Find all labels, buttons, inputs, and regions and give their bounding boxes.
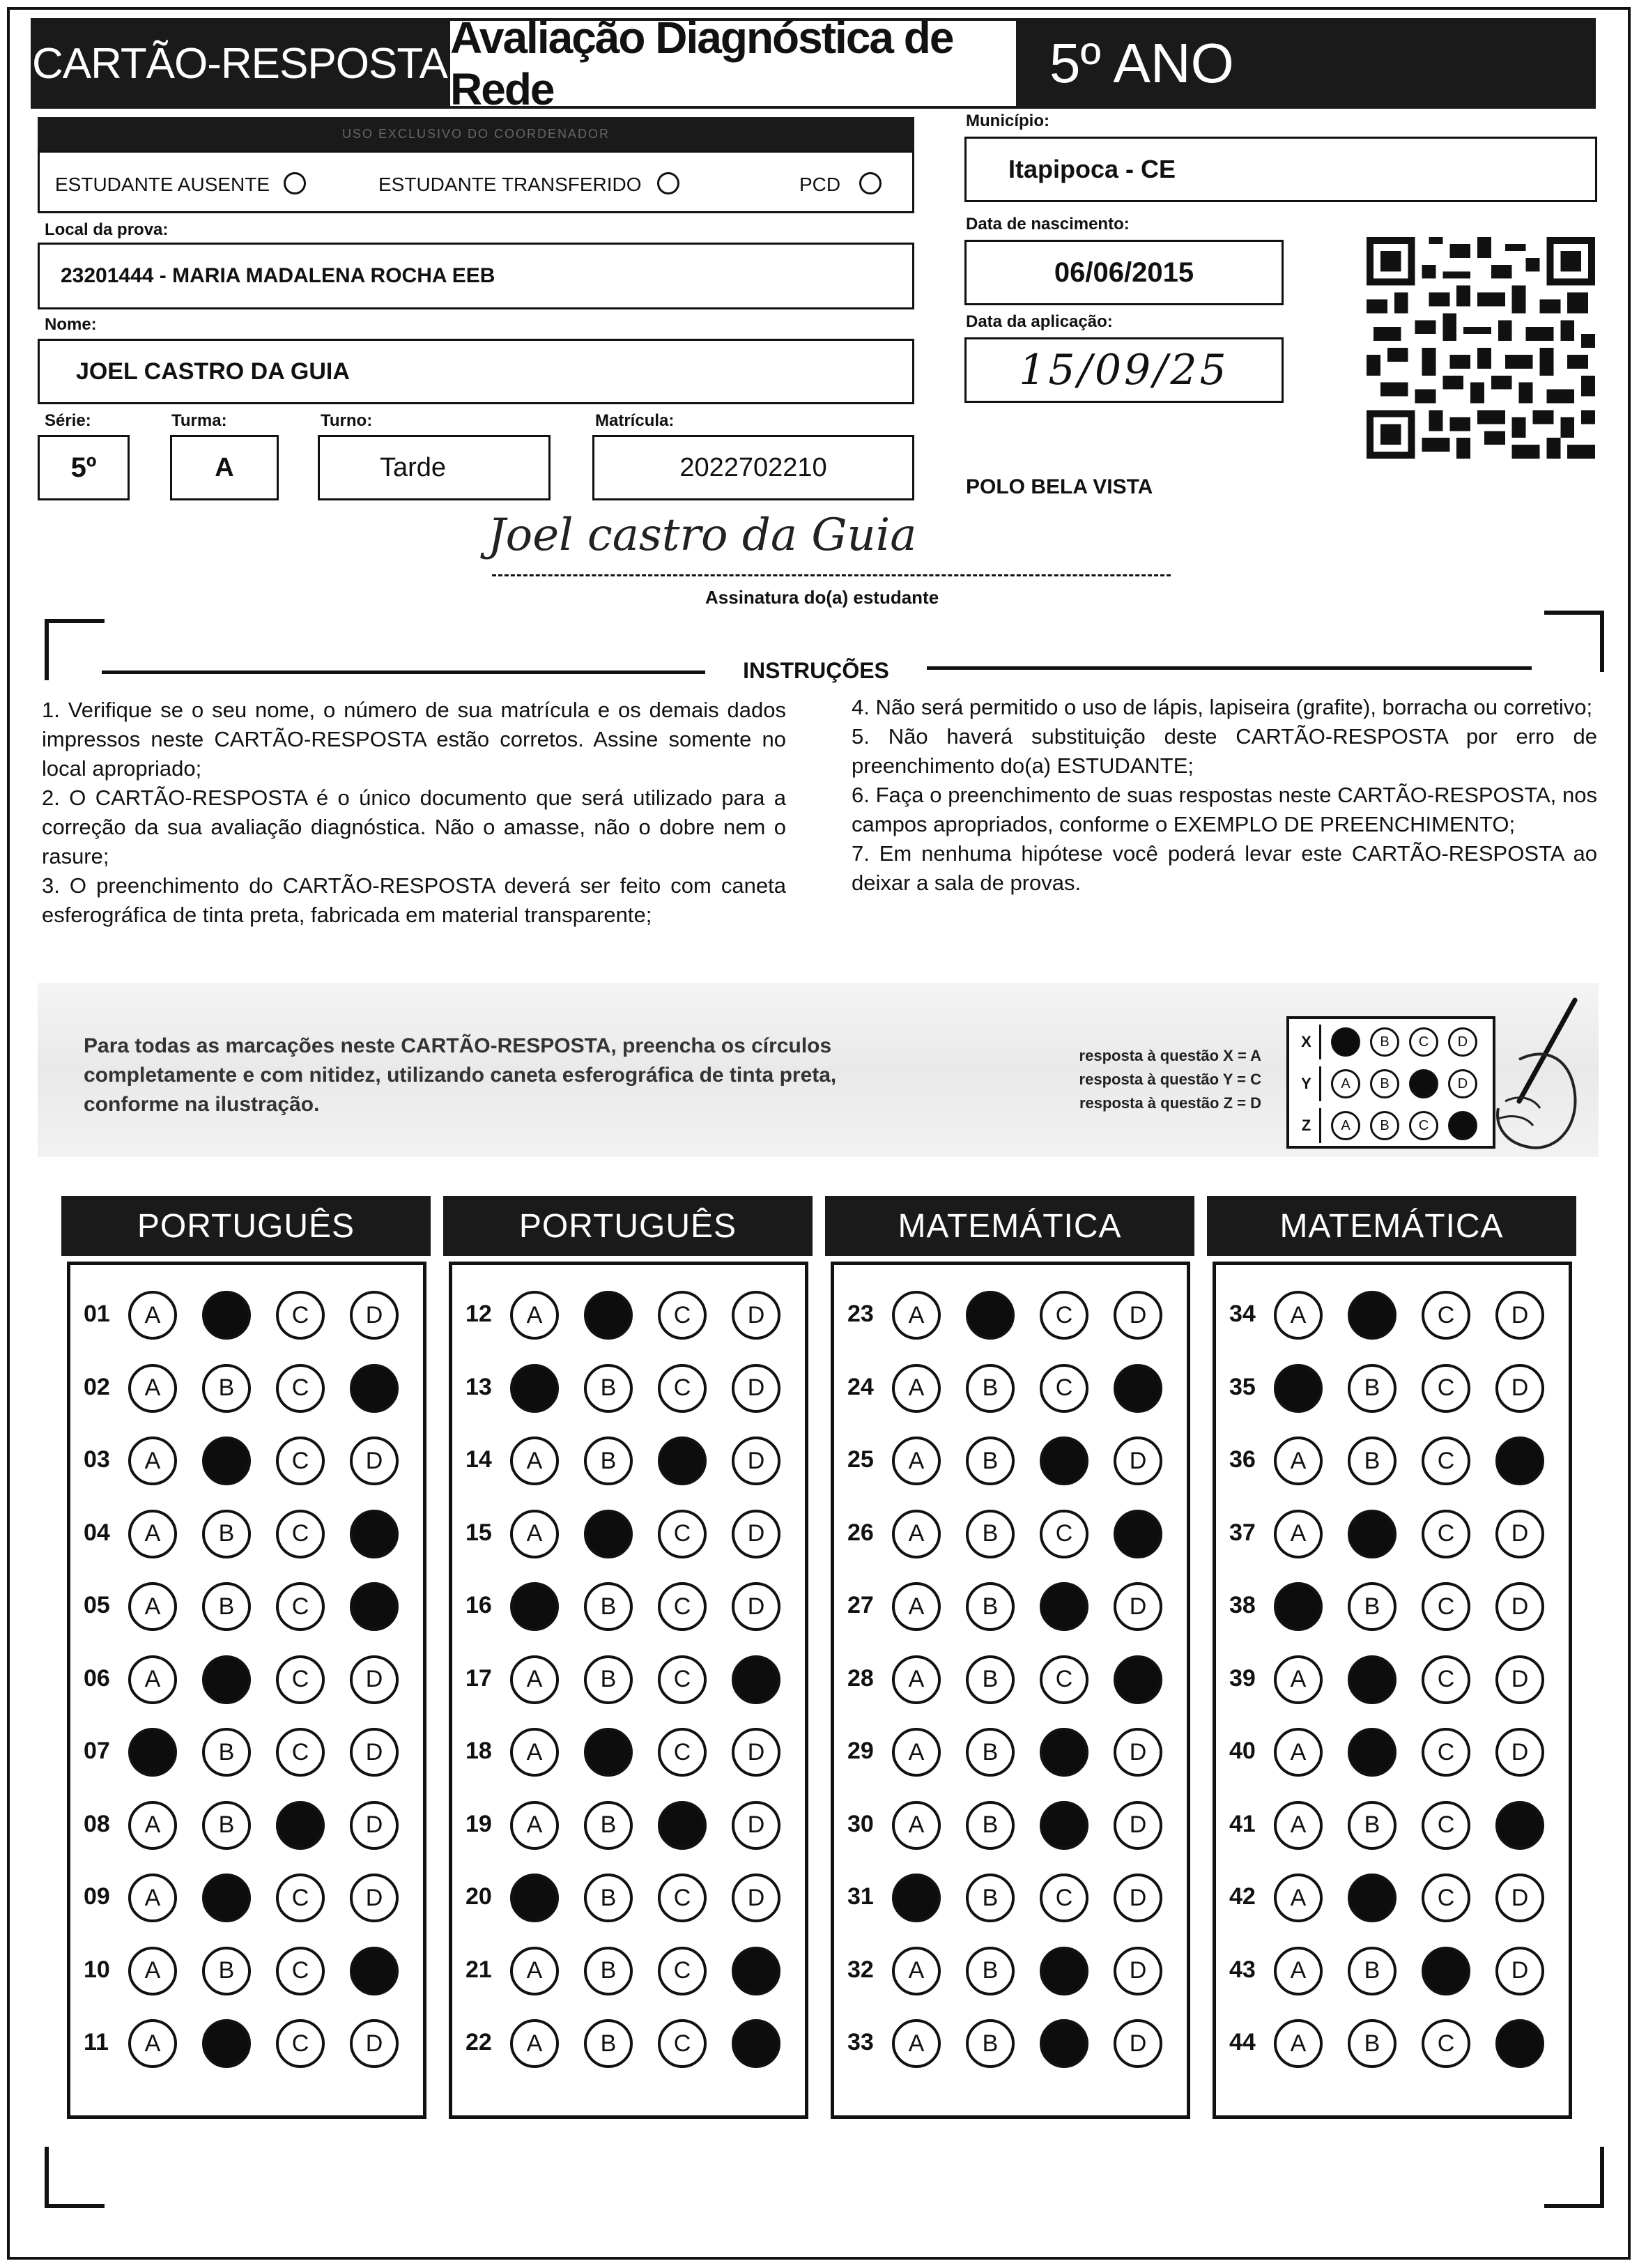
answer-bubble[interactable]: A xyxy=(128,1510,177,1558)
answer-bubble[interactable]: A xyxy=(1274,1582,1323,1631)
local-field: 23201444 - MARIA MADALENA ROCHA EEB xyxy=(38,243,914,309)
answer-bubble[interactable]: A xyxy=(1274,1874,1323,1922)
answer-bubble[interactable]: B xyxy=(966,1436,1015,1485)
answer-bubble[interactable]: B xyxy=(202,2019,251,2068)
transferred-checkbox[interactable] xyxy=(657,172,679,194)
answer-bubble[interactable]: A xyxy=(1274,1291,1323,1340)
answer-bubble[interactable]: B xyxy=(1348,1874,1396,1922)
answer-bubble[interactable]: C xyxy=(1040,1436,1088,1485)
answer-bubble[interactable]: B xyxy=(584,1801,633,1850)
question-number: 15 xyxy=(465,1519,492,1546)
answer-bubble[interactable]: B xyxy=(584,2019,633,2068)
question-number: 42 xyxy=(1229,1883,1256,1910)
answer-bubble[interactable]: D xyxy=(732,1510,780,1558)
question-number: 41 xyxy=(1229,1810,1256,1837)
answer-bubble[interactable]: B xyxy=(584,1947,633,1995)
answer-bubble[interactable]: C xyxy=(276,1582,325,1631)
answer-bubble[interactable]: D xyxy=(1495,1510,1544,1558)
answer-bubble[interactable]: D xyxy=(1495,1291,1544,1340)
answer-bubble[interactable]: A xyxy=(128,1947,177,1995)
question-number: 40 xyxy=(1229,1738,1256,1764)
answer-bubble[interactable]: C xyxy=(1040,1582,1088,1631)
corner-mark-top-left xyxy=(45,619,105,680)
question-number: 17 xyxy=(465,1664,492,1692)
answer-bubble[interactable]: C xyxy=(658,1655,707,1704)
answer-bubble[interactable]: C xyxy=(1422,1947,1470,1995)
example-answer-x: resposta à questão X = A xyxy=(1079,1047,1261,1064)
answer-bubble[interactable]: B xyxy=(1348,1510,1396,1558)
header-card-title: CARTÃO-RESPOSTA xyxy=(32,39,447,88)
instructions-left: 1. Verifique se o seu nome, o número de sua matrícula e os demais dados impressos neste CARTÃO-RESPOSTA estão corretos. Assine somente no local apropriado; 2. O CARTÃO-RESPOSTA é o único documento que será utilizado para a correção da sua avaliação diagnóstica. Não o amasse, não o dobre nem o rasure; 3. O preenchimento do CARTÃO-RESPOSTA deverá ser feito com caneta esferográfica de tinta preta, fabricada em material transparente; xyxy=(42,698,786,927)
example-bubble: D xyxy=(1448,1069,1477,1098)
answer-bubble[interactable]: A xyxy=(128,1364,177,1413)
corner-mark-bottom-right xyxy=(1544,2147,1604,2208)
question-number: 12 xyxy=(465,1301,492,1327)
turma-label: Turma: xyxy=(171,411,227,430)
example-bubble: A xyxy=(1331,1111,1360,1140)
answer-bubble[interactable]: D xyxy=(350,1364,399,1413)
answer-bubble[interactable]: C xyxy=(658,1801,707,1850)
example-bubble: D xyxy=(1448,1111,1477,1140)
answer-bubble[interactable]: C xyxy=(1040,1364,1088,1413)
answer-bubble[interactable]: B xyxy=(966,1510,1015,1558)
answer-bubble[interactable]: A xyxy=(892,1874,941,1922)
turno-label: Turno: xyxy=(321,411,373,430)
question-number: 21 xyxy=(465,1956,492,1983)
answer-bubble[interactable]: C xyxy=(1040,1801,1088,1850)
instructions-title: INSTRUÇÕES xyxy=(743,658,889,683)
answer-bubble[interactable]: A xyxy=(1274,1655,1323,1704)
answer-bubble[interactable]: D xyxy=(1114,1510,1162,1558)
answer-bubble[interactable]: A xyxy=(1274,2019,1323,2068)
example-row-label: Z xyxy=(1293,1108,1321,1143)
answer-bubble[interactable]: D xyxy=(1114,1947,1162,1995)
serie-field: 5º xyxy=(38,435,130,500)
answer-bubble[interactable]: A xyxy=(892,2019,941,2068)
answer-bubble[interactable]: C xyxy=(276,1947,325,1995)
answer-bubble[interactable]: D xyxy=(350,1801,399,1850)
question-number: 10 xyxy=(84,1956,110,1983)
answer-bubble[interactable]: A xyxy=(892,1364,941,1413)
answer-bubble[interactable]: D xyxy=(1114,1291,1162,1340)
answer-bubble[interactable]: D xyxy=(1114,1655,1162,1704)
question-number: 27 xyxy=(847,1592,874,1618)
nome-label: Nome: xyxy=(45,315,97,334)
answer-bubble[interactable]: D xyxy=(732,1582,780,1631)
answer-bubble[interactable]: B xyxy=(202,1947,251,1995)
answer-bubble[interactable]: A xyxy=(128,1436,177,1485)
answer-bubble[interactable]: D xyxy=(1495,2019,1544,2068)
answer-bubble[interactable]: C xyxy=(1422,1436,1470,1485)
instructions-right: 4. Não será permitido o uso de lápis, lapiseira (grafite), borracha ou corretivo; 5. Não haverá substituição deste CARTÃO-RESPOSTA por erro de preenchimento do(a) ESTUDANTE; 6. Faça o preenchimento de suas respostas neste CARTÃO-RESPOSTA, nos campos apropriados, conforme o EXEMPLO DE PREENCHIMENTO; 7. Em nenhuma hipótese você poderá levar este CARTÃO-RESPOSTA ao deixar a sala de provas. xyxy=(852,695,1597,895)
signature: Joel castro da Guia xyxy=(488,509,917,561)
aplicacao-field: 15/09/25 xyxy=(964,337,1284,403)
example-grid xyxy=(1286,1016,1495,1149)
answer-bubble[interactable]: B xyxy=(202,1436,251,1485)
answer-bubble[interactable]: D xyxy=(350,1510,399,1558)
answer-bubble[interactable]: B xyxy=(584,1874,633,1922)
answer-bubble[interactable]: D xyxy=(350,1436,399,1485)
answer-bubble[interactable]: C xyxy=(658,1582,707,1631)
answer-bubble[interactable]: A xyxy=(1274,1801,1323,1850)
answer-bubble[interactable]: D xyxy=(1114,1801,1162,1850)
answer-bubble[interactable]: C xyxy=(1422,1728,1470,1777)
answer-bubble[interactable]: B xyxy=(202,1364,251,1413)
answer-bubble[interactable]: B xyxy=(1348,1582,1396,1631)
answer-bubble[interactable]: C xyxy=(276,1291,325,1340)
answer-bubble[interactable]: A xyxy=(510,1874,559,1922)
question-number: 26 xyxy=(847,1519,874,1546)
question-number: 09 xyxy=(84,1883,110,1910)
absent-checkbox[interactable] xyxy=(284,172,306,194)
answer-bubble[interactable]: D xyxy=(1114,1582,1162,1631)
nascimento-label: Data de nascimento: xyxy=(966,215,1130,233)
question-number: 34 xyxy=(1229,1301,1256,1327)
matricula-field: 2022702210 xyxy=(592,435,914,500)
answer-bubble[interactable]: B xyxy=(966,1947,1015,1995)
answer-bubble[interactable]: B xyxy=(202,1728,251,1777)
question-number: 07 xyxy=(84,1738,110,1764)
answer-bubble[interactable]: C xyxy=(276,1874,325,1922)
answer-bubble[interactable]: C xyxy=(276,1364,325,1413)
turma-field: A xyxy=(170,435,279,500)
answer-bubble[interactable]: A xyxy=(128,1801,177,1850)
corner-mark-top-right xyxy=(1544,611,1604,672)
answer-bubble[interactable]: B xyxy=(966,2019,1015,2068)
answer-bubble[interactable]: B xyxy=(584,1728,633,1777)
question-number: 37 xyxy=(1229,1519,1256,1546)
answer-bubble[interactable]: A xyxy=(510,1436,559,1485)
answer-bubble[interactable]: C xyxy=(1040,2019,1088,2068)
answer-bubble[interactable]: A xyxy=(510,1364,559,1413)
answer-bubble[interactable]: D xyxy=(732,1801,780,1850)
example-bubble: C xyxy=(1409,1111,1438,1140)
question-number: 18 xyxy=(465,1738,492,1764)
question-number: 08 xyxy=(84,1810,110,1837)
answer-bubble[interactable]: C xyxy=(1422,1291,1470,1340)
answer-bubble[interactable]: A xyxy=(1274,1947,1323,1995)
answer-bubble[interactable]: A xyxy=(892,1510,941,1558)
answer-bubble[interactable]: A xyxy=(128,1728,177,1777)
answer-bubble[interactable]: A xyxy=(510,1801,559,1850)
municipio-label: Município: xyxy=(966,112,1049,130)
local-label: Local da prova: xyxy=(45,220,169,239)
answer-bubble[interactable]: D xyxy=(1114,1874,1162,1922)
answer-bubble[interactable]: D xyxy=(350,1582,399,1631)
answer-bubble[interactable]: A xyxy=(1274,1364,1323,1413)
question-number: 02 xyxy=(84,1373,110,1400)
answer-bubble[interactable]: D xyxy=(350,1728,399,1777)
answer-bubble[interactable]: A xyxy=(1274,1728,1323,1777)
question-number: 35 xyxy=(1229,1373,1256,1400)
question-number: 30 xyxy=(847,1810,874,1837)
answer-bubble[interactable]: B xyxy=(1348,1655,1396,1704)
answer-bubble[interactable]: B xyxy=(1348,1436,1396,1485)
header-exam-title: Avaliação Diagnóstica de Rede xyxy=(450,21,1016,106)
answer-bubble[interactable]: C xyxy=(276,1436,325,1485)
answer-bubble[interactable]: D xyxy=(732,1947,780,1995)
answer-bubble[interactable]: D xyxy=(1495,1364,1544,1413)
answer-bubble[interactable]: D xyxy=(1495,1801,1544,1850)
answer-bubble[interactable]: B xyxy=(966,1874,1015,1922)
subject-header: MATEMÁTICA xyxy=(825,1196,1194,1256)
answer-bubble[interactable]: A xyxy=(1274,1436,1323,1485)
answer-bubble[interactable]: D xyxy=(732,1436,780,1485)
answer-bubble[interactable]: A xyxy=(892,1436,941,1485)
subject-header: PORTUGUÊS xyxy=(61,1196,431,1256)
example-bubble: B xyxy=(1370,1111,1399,1140)
question-number: 22 xyxy=(465,2029,492,2055)
example-bubble: B xyxy=(1370,1027,1399,1057)
answer-bubble[interactable]: D xyxy=(350,1655,399,1704)
answer-bubble[interactable]: D xyxy=(1495,1874,1544,1922)
qr-code xyxy=(1366,237,1596,459)
turno-field: Tarde xyxy=(318,435,551,500)
nascimento-field: 06/06/2015 xyxy=(964,240,1284,305)
answer-bubble[interactable]: A xyxy=(892,1655,941,1704)
municipio-field: Itapipoca - CE xyxy=(964,137,1597,202)
answer-bubble[interactable]: D xyxy=(1114,1364,1162,1413)
answer-bubble[interactable]: B xyxy=(202,1291,251,1340)
answer-bubble[interactable]: A xyxy=(510,1947,559,1995)
question-number: 19 xyxy=(465,1810,492,1837)
answer-bubble[interactable]: A xyxy=(510,1728,559,1777)
example-answer-y: resposta à questão Y = C xyxy=(1079,1071,1261,1088)
answer-bubble[interactable]: B xyxy=(584,1291,633,1340)
answer-bubble[interactable]: C xyxy=(1422,1655,1470,1704)
answer-bubble[interactable]: C xyxy=(276,1728,325,1777)
question-number: 36 xyxy=(1229,1446,1256,1473)
question-number: 28 xyxy=(847,1664,874,1692)
absent-label: ESTUDANTE AUSENTE xyxy=(55,174,270,195)
answer-bubble[interactable]: A xyxy=(510,1291,559,1340)
question-number: 20 xyxy=(465,1883,492,1910)
question-number: 24 xyxy=(847,1373,874,1400)
question-number: 05 xyxy=(84,1592,110,1618)
answer-bubble[interactable]: B xyxy=(202,1874,251,1922)
answer-bubble[interactable]: B xyxy=(1348,1947,1396,1995)
answer-bubble[interactable]: B xyxy=(966,1655,1015,1704)
answer-bubble[interactable]: C xyxy=(1422,2019,1470,2068)
answer-bubble[interactable]: A xyxy=(892,1291,941,1340)
question-number: 23 xyxy=(847,1301,874,1327)
subject-header: PORTUGUÊS xyxy=(443,1196,813,1256)
answer-bubble[interactable]: D xyxy=(1114,2019,1162,2068)
answer-bubble[interactable]: C xyxy=(1040,1728,1088,1777)
example-bubble: B xyxy=(1370,1069,1399,1098)
example-bubble: A xyxy=(1331,1069,1360,1098)
answer-bubble[interactable]: B xyxy=(584,1436,633,1485)
answer-bubble[interactable]: B xyxy=(584,1510,633,1558)
example-bubble: C xyxy=(1409,1069,1438,1098)
answer-bubble[interactable]: B xyxy=(966,1728,1015,1777)
example-answers xyxy=(1031,1044,1261,1115)
answer-bubble[interactable]: A xyxy=(510,1655,559,1704)
answer-bubble[interactable]: A xyxy=(128,1291,177,1340)
answer-bubble[interactable]: C xyxy=(276,1801,325,1850)
question-number: 16 xyxy=(465,1592,492,1618)
question-number: 04 xyxy=(84,1519,110,1546)
answer-bubble[interactable]: C xyxy=(1040,1655,1088,1704)
answer-bubble[interactable]: C xyxy=(658,1874,707,1922)
answer-bubble[interactable]: B xyxy=(202,1655,251,1704)
aplicacao-label: Data da aplicação: xyxy=(966,312,1113,331)
answer-bubble[interactable]: C xyxy=(1422,1364,1470,1413)
question-number: 11 xyxy=(84,2029,109,2055)
answer-bubble[interactable]: C xyxy=(276,1510,325,1558)
answer-bubble[interactable]: D xyxy=(1495,1655,1544,1704)
answer-bubble[interactable]: D xyxy=(732,1291,780,1340)
example-row-label: Y xyxy=(1293,1066,1321,1101)
answer-bubble[interactable]: B xyxy=(584,1364,633,1413)
answer-bubble[interactable]: C xyxy=(1040,1291,1088,1340)
answer-bubble[interactable]: D xyxy=(1495,1947,1544,1995)
signature-line xyxy=(492,574,1171,576)
answer-bubble[interactable]: B xyxy=(202,1582,251,1631)
answer-bubble[interactable]: A xyxy=(510,1582,559,1631)
answer-bubble[interactable]: C xyxy=(658,1947,707,1995)
example-text: Para todas as marcações neste CARTÃO-RESPOSTA, preencha os círculos completamente e com nitidez, utilizando caneta esferográfica de tinta preta, conforme na ilustração. xyxy=(84,1034,837,1116)
question-number: 32 xyxy=(847,1956,874,1983)
pcd-label: PCD xyxy=(799,174,841,195)
example-bubble: A xyxy=(1331,1027,1360,1057)
answer-bubble[interactable]: B xyxy=(1348,1291,1396,1340)
answer-bubble[interactable]: B xyxy=(1348,1728,1396,1777)
coordinator-box xyxy=(38,151,914,213)
answer-bubble[interactable]: A xyxy=(892,1801,941,1850)
corner-mark-bottom-left xyxy=(45,2147,105,2208)
answer-bubble[interactable]: B xyxy=(584,1582,633,1631)
example-answer-z: resposta à questão Z = D xyxy=(1079,1094,1261,1112)
nome-field: JOEL CASTRO DA GUIA xyxy=(38,339,914,404)
answer-bubble[interactable]: D xyxy=(1114,1728,1162,1777)
signature-caption: Assinatura do(a) estudante xyxy=(705,587,939,608)
answer-bubble[interactable]: A xyxy=(892,1947,941,1995)
answer-bubble[interactable]: A xyxy=(128,1655,177,1704)
answer-bubble[interactable]: D xyxy=(350,1874,399,1922)
answer-bubble[interactable]: D xyxy=(732,2019,780,2068)
answer-bubble[interactable]: C xyxy=(658,2019,707,2068)
answer-bubble[interactable]: D xyxy=(1495,1582,1544,1631)
answer-bubble[interactable]: A xyxy=(510,1510,559,1558)
answer-bubble[interactable]: B xyxy=(1348,2019,1396,2068)
answer-bubble[interactable]: B xyxy=(966,1291,1015,1340)
answer-bubble[interactable]: C xyxy=(658,1510,707,1558)
question-number: 03 xyxy=(84,1446,110,1473)
matricula-label: Matrícula: xyxy=(595,411,675,430)
answer-bubble[interactable]: B xyxy=(202,1801,251,1850)
answer-bubble[interactable]: C xyxy=(1422,1510,1470,1558)
question-number: 31 xyxy=(847,1883,874,1910)
answer-bubble[interactable]: A xyxy=(128,1874,177,1922)
answer-bubble[interactable]: C xyxy=(1422,1874,1470,1922)
answer-bubble[interactable]: D xyxy=(732,1364,780,1413)
answer-bubble[interactable]: B xyxy=(1348,1801,1396,1850)
answer-bubble[interactable]: A xyxy=(892,1728,941,1777)
question-number: 38 xyxy=(1229,1592,1256,1618)
answer-bubble[interactable]: C xyxy=(276,1655,325,1704)
question-number: 14 xyxy=(465,1446,492,1473)
answer-bubble[interactable]: D xyxy=(732,1728,780,1777)
answer-bubble[interactable]: D xyxy=(1495,1436,1544,1485)
answer-bubble[interactable]: C xyxy=(1040,1510,1088,1558)
hand-pen-icon xyxy=(1477,997,1582,1157)
transferred-label: ESTUDANTE TRANSFERIDO xyxy=(378,174,642,195)
example-bubble: D xyxy=(1448,1027,1477,1057)
question-number: 06 xyxy=(84,1664,110,1692)
answer-bubble[interactable]: C xyxy=(658,1364,707,1413)
polo-label: POLO BELA VISTA xyxy=(966,475,1153,498)
answer-bubble[interactable]: C xyxy=(1422,1801,1470,1850)
answer-bubble[interactable]: B xyxy=(202,1510,251,1558)
coordinator-band: USO EXCLUSIVO DO COORDENADOR xyxy=(38,117,914,151)
answer-bubble[interactable]: A xyxy=(128,2019,177,2068)
answer-bubble[interactable]: D xyxy=(350,1291,399,1340)
answer-bubble[interactable]: C xyxy=(658,1436,707,1485)
answer-bubble[interactable]: B xyxy=(966,1582,1015,1631)
question-number: 33 xyxy=(847,2029,874,2055)
question-number: 13 xyxy=(465,1373,492,1400)
question-number: 29 xyxy=(847,1738,874,1764)
instructions-rule-right xyxy=(927,666,1532,670)
answer-bubble[interactable]: C xyxy=(1422,1582,1470,1631)
answer-bubble[interactable]: C xyxy=(276,2019,325,2068)
question-number: 39 xyxy=(1229,1664,1256,1692)
answer-bubble[interactable]: B xyxy=(966,1364,1015,1413)
question-number: 01 xyxy=(84,1301,110,1327)
serie-label: Série: xyxy=(45,411,91,430)
question-number: 44 xyxy=(1229,2029,1256,2055)
answer-bubble[interactable]: A xyxy=(128,1582,177,1631)
answer-bubble[interactable]: B xyxy=(1348,1364,1396,1413)
example-row-label: X xyxy=(1293,1025,1321,1059)
answer-bubble[interactable]: B xyxy=(966,1801,1015,1850)
answer-bubble[interactable]: C xyxy=(658,1728,707,1777)
answer-bubble[interactable]: D xyxy=(732,1874,780,1922)
question-number: 43 xyxy=(1229,1956,1256,1983)
pcd-checkbox[interactable] xyxy=(859,172,882,194)
instructions-rule-left xyxy=(102,671,705,674)
subject-header: MATEMÁTICA xyxy=(1207,1196,1576,1256)
answer-bubble[interactable]: D xyxy=(1114,1436,1162,1485)
answer-bubble[interactable]: A xyxy=(1274,1510,1323,1558)
answer-bubble[interactable]: D xyxy=(350,2019,399,2068)
header-grade: 5º ANO xyxy=(1049,32,1234,94)
answer-bubble[interactable]: D xyxy=(1495,1728,1544,1777)
question-number: 25 xyxy=(847,1446,874,1473)
answer-bubble[interactable]: A xyxy=(510,2019,559,2068)
answer-bubble[interactable]: D xyxy=(350,1947,399,1995)
example-bubble: C xyxy=(1409,1027,1438,1057)
answer-bubble[interactable]: C xyxy=(1040,1874,1088,1922)
answer-bubble[interactable]: A xyxy=(892,1582,941,1631)
answer-bubble[interactable]: B xyxy=(584,1655,633,1704)
answer-bubble[interactable]: C xyxy=(1040,1947,1088,1995)
answer-bubble[interactable]: C xyxy=(658,1291,707,1340)
answer-bubble[interactable]: D xyxy=(732,1655,780,1704)
